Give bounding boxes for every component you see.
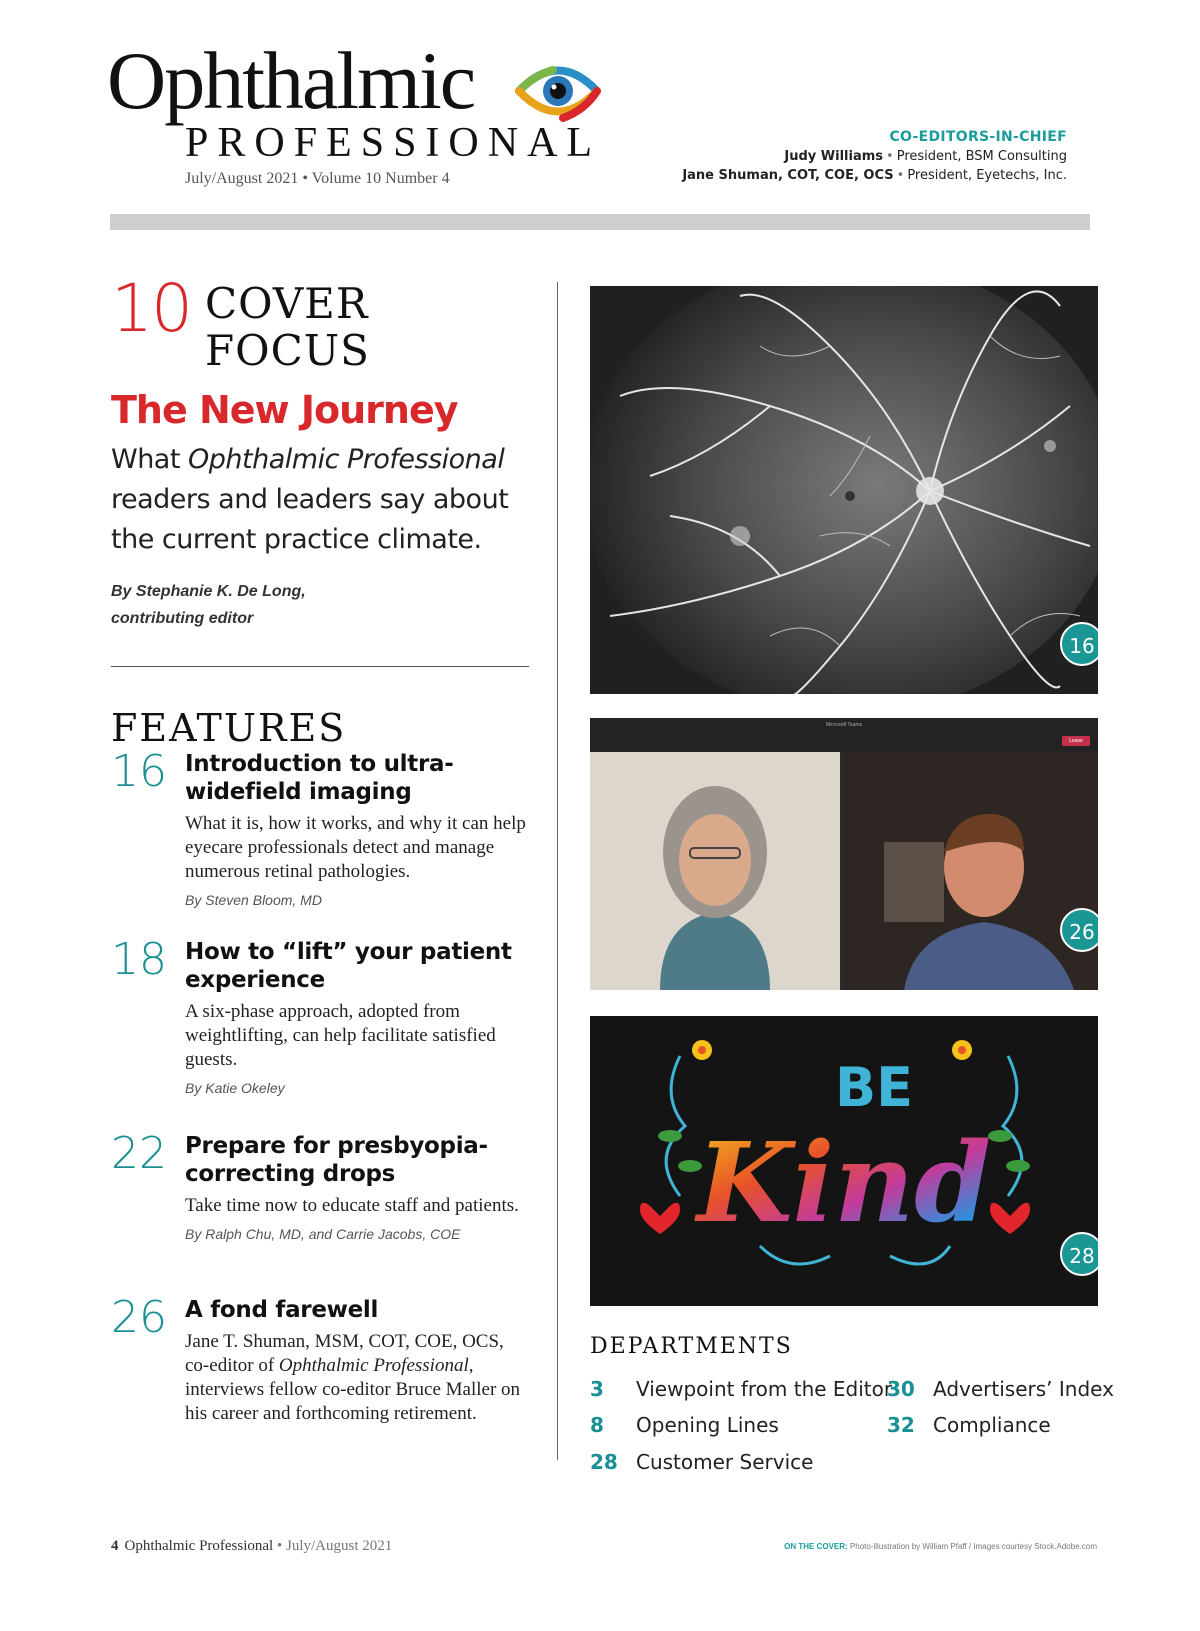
feature-description: Take time now to educate staff and patients. <box>185 1195 519 1216</box>
logo-subtitle: PROFESSIONAL <box>185 120 602 166</box>
feature-page-number: 16 <box>111 746 167 797</box>
page-badge[interactable]: 26 <box>1060 908 1098 952</box>
be-kind-image[interactable] <box>590 1016 1098 1306</box>
feature-title[interactable]: A fond farewell <box>185 1297 379 1323</box>
editor-role: President, Eyetechs, Inc. <box>907 168 1067 183</box>
participant-tile <box>590 752 840 990</box>
feature-body <box>185 750 531 908</box>
footer-date: • July/August 2021 <box>276 1538 393 1554</box>
byline-line: By Stephanie K. De Long, <box>111 583 306 600</box>
retina-image[interactable] <box>590 286 1098 694</box>
department-number: 32 <box>887 1413 915 1437</box>
page-badge[interactable]: 28 <box>1060 1232 1098 1276</box>
editor-name: Judy Williams <box>784 149 884 164</box>
department-item[interactable] <box>887 1377 1114 1401</box>
section-divider <box>111 666 529 667</box>
cover-credit-label: ON THE COVER: <box>784 1542 848 1551</box>
feature-title[interactable]: How to “lift” your patient experience <box>185 939 512 993</box>
editors-heading: CO-EDITORS-IN-CHIEF <box>889 129 1067 145</box>
eye-logo-icon <box>513 58 603 124</box>
feature-byline: By Katie Okeley <box>185 1080 285 1096</box>
feature-body <box>185 938 531 1096</box>
feature-description <box>185 1330 531 1426</box>
feature-byline: By Ralph Chu, MD, and Carrie Jacobs, COE <box>185 1226 461 1242</box>
dek-text: readers and leaders say about the current practice climate. <box>111 484 509 555</box>
footer-folio <box>111 1538 392 1555</box>
dek-text: What <box>111 444 189 475</box>
editor-name: Jane Shuman, COT, COE, OCS <box>682 168 894 183</box>
window-title: Microsoft Teams <box>825 722 863 728</box>
masthead <box>107 35 1067 200</box>
department-label: Compliance <box>933 1413 1051 1437</box>
cover-story-dek <box>111 440 531 560</box>
feature-body <box>185 1132 531 1242</box>
cover-label-line: FOCUS <box>205 326 370 375</box>
cover-credit <box>784 1542 1097 1551</box>
byline-line: contributing editor <box>111 610 254 627</box>
feature-page-number: 26 <box>111 1292 167 1343</box>
editors-block <box>682 128 1067 185</box>
editor-line <box>682 147 1067 166</box>
cover-focus-label <box>205 280 370 374</box>
feature-page-number: 22 <box>111 1128 167 1179</box>
participant-woman-illustration <box>590 752 840 990</box>
department-item[interactable] <box>590 1413 779 1437</box>
department-label: Advertisers’ Index <box>933 1377 1114 1401</box>
retina-fundus-illustration <box>590 286 1098 694</box>
kind-text: Kind <box>696 1118 992 1247</box>
feature-description: What it is, how it works, and why it can help eyecare professionals detect and manage numerous retinal pathologies. <box>185 813 526 882</box>
editor-line <box>682 166 1067 185</box>
feature-title[interactable]: Introduction to ultra-widefield imaging <box>185 751 454 805</box>
cover-label-line: COVER <box>205 279 369 328</box>
department-number: 3 <box>590 1377 604 1401</box>
bullet-separator: • <box>886 149 894 164</box>
editor-role: President, BSM Consulting <box>896 149 1067 164</box>
departments-heading: DEPARTMENTS <box>590 1334 793 1359</box>
call-toolbar <box>590 718 1098 752</box>
feature-title[interactable]: Prepare for presbyopia-correcting drops <box>185 1133 488 1187</box>
be-text: BE <box>834 1056 914 1119</box>
feature-byline: By Steven Bloom, MD <box>185 892 322 908</box>
department-label: Customer Service <box>636 1450 814 1474</box>
desc-text: , interviews fellow co-editor Bruce Maller on his career and forthcoming retirement. <box>185 1355 521 1424</box>
page-number: 4 <box>111 1538 119 1554</box>
cover-credit-text: Photo-illustration by William Pfaff / Images courtesy Stock.Adobe.com <box>849 1542 1097 1551</box>
participant-man-illustration <box>844 752 1098 990</box>
desc-text: Jane T. Shuman, MSM, COT, COE, OCS, co-editor of <box>185 1331 504 1376</box>
cover-page-number[interactable]: 10 <box>111 270 191 347</box>
issue-line: July/August 2021 • Volume 10 Number 4 <box>185 170 450 187</box>
features-heading: FEATURES <box>111 706 347 750</box>
header-divider-bar <box>110 214 1090 230</box>
department-label: Viewpoint from the Editor <box>636 1377 893 1401</box>
logo-title: Ophthalmic <box>107 35 475 126</box>
department-number: 30 <box>887 1377 915 1401</box>
cover-story-title[interactable]: The New Journey <box>111 388 458 432</box>
bullet-separator: • <box>896 168 905 183</box>
feature-body <box>185 1296 531 1426</box>
department-label: Opening Lines <box>636 1413 779 1437</box>
participant-tile <box>844 752 1098 990</box>
department-number: 28 <box>590 1450 618 1474</box>
department-item[interactable] <box>590 1450 813 1474</box>
department-item[interactable] <box>590 1377 892 1401</box>
cover-byline <box>111 578 306 632</box>
feature-page-number: 18 <box>111 934 167 985</box>
dek-publication: Ophthalmic Professional <box>188 444 505 475</box>
department-number: 8 <box>590 1413 604 1437</box>
page-badge[interactable]: 16 <box>1060 622 1098 666</box>
feature-description: A six-phase approach, adopted from weightlifting, can help facilitate satisfied guests. <box>185 1001 496 1070</box>
leave-button[interactable]: Leave <box>1062 736 1090 746</box>
department-item[interactable] <box>887 1413 1051 1437</box>
video-call-image[interactable] <box>590 718 1098 990</box>
desc-publication: Ophthalmic Professional <box>278 1355 469 1376</box>
column-divider <box>557 282 558 1460</box>
footer-publication: Ophthalmic Professional <box>124 1538 274 1554</box>
be-kind-illustration <box>590 1016 1098 1306</box>
